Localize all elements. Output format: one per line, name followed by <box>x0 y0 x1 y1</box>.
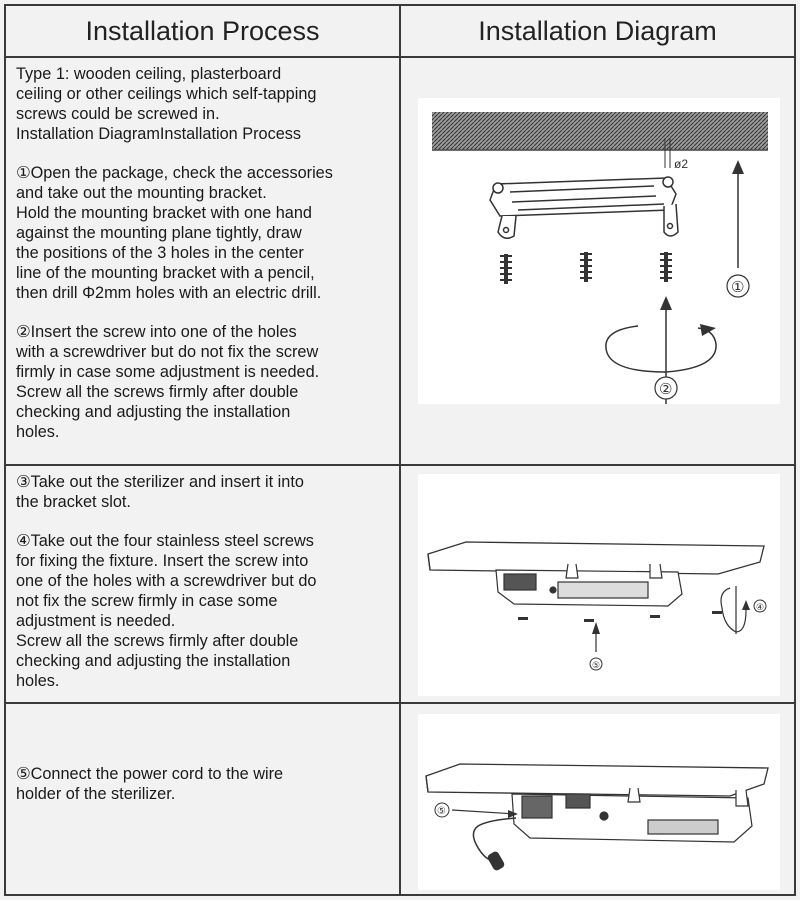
hole-diameter-label: ø2 <box>674 157 689 171</box>
installation-table <box>4 4 796 896</box>
power-cord-diagram <box>418 714 780 890</box>
diagram-1-panel <box>418 98 780 404</box>
installation-diagram-header: Installation Diagram <box>478 16 717 46</box>
header-row <box>6 6 794 58</box>
marker-5b-label: ⑤ <box>437 806 446 817</box>
step2-text: ②Insert the screw into one of the holes with a screwdriver but do not fix the screw firmly in case some adjustment is needed. Screw all the screws firmly after double checking and adjusting the installation holes. <box>16 323 320 441</box>
power-cord <box>473 818 516 872</box>
step3-text: ③Take out the sterilizer and insert it into the bracket slot. <box>16 473 304 511</box>
mounting-bracket <box>490 177 678 238</box>
step-3-4-text <box>6 466 401 702</box>
bracket-mounting-diagram <box>418 98 780 404</box>
step-row-3 <box>6 704 794 894</box>
step-1-2-text <box>6 58 401 464</box>
rotation-arrow-2-icon <box>721 586 750 634</box>
marker-1-label: ① <box>731 278 745 296</box>
pointer-arrow-icon <box>452 810 518 818</box>
diagram-1-cell <box>401 58 794 464</box>
screws <box>500 252 672 284</box>
ceiling-panel-3 <box>426 764 768 796</box>
diagram-3-panel <box>418 714 780 890</box>
step5-text: ⑤Connect the power cord to the wire holder of the sterilizer. <box>16 765 284 803</box>
fixing-screws <box>518 611 722 622</box>
step-5-text-cell <box>6 704 401 894</box>
up-arrow-2-icon <box>592 622 600 652</box>
marker-5-label: ⑤ <box>592 661 601 671</box>
diagram-3-cell <box>401 704 794 894</box>
ceiling-panel <box>428 542 764 574</box>
type1-intro: Type 1: wooden ceiling, plasterboard ceiling or other ceilings which self-tapping screws could be screwed in. Installation DiagramInstallation Process <box>16 65 317 143</box>
step1-text: ①Open the package, check the accessories and take out the mounting bracket. Hold the mounting bracket with one hand against the mounting plane tightly, draw the positions of the 3 holes in the center line of the mounting bracket with a pencil, then drill Φ2mm holes with an electric drill. <box>16 164 333 302</box>
step4-text: ④Take out the four stainless steel screws for fixing the fixture. Insert the screw into one of the holes with a screwdriver but do not fix the screw firmly in case some adjustment is needed. Screw all the screws firmly after double checking and adjusting the installation holes. <box>16 532 317 690</box>
sterilizer-fixing-diagram <box>418 474 780 696</box>
diagram-2-panel <box>418 474 780 696</box>
diagram-2-cell <box>401 466 794 702</box>
up-arrow-1-icon <box>732 160 744 268</box>
step-row-1 <box>6 58 794 466</box>
marker-4-label: ④ <box>756 603 765 613</box>
marker-2-label: ② <box>659 380 673 398</box>
ceiling-hatch <box>432 112 768 150</box>
step-row-2 <box>6 466 794 704</box>
installation-process-header: Installation Process <box>6 6 401 56</box>
